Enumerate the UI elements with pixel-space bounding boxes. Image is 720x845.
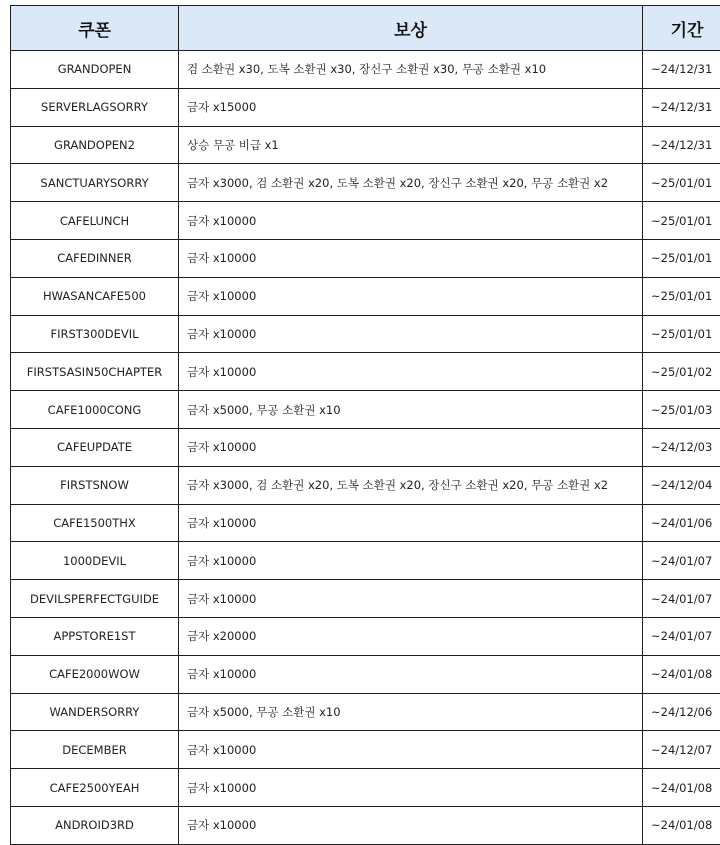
period-cell: ~25/01/02 <box>643 353 720 391</box>
reward-cell: 상승 무공 비급 x1 <box>179 126 643 164</box>
coupon-code-cell: SANCTUARYSORRY <box>11 164 179 202</box>
table-row <box>11 806 720 844</box>
period-cell: ~24/01/06 <box>643 504 720 542</box>
reward-cell: 금자 x10000 <box>179 542 643 580</box>
reward-cell: 금자 x10000 <box>179 731 643 769</box>
coupon-code-cell: FIRST300DEVIL <box>11 315 179 353</box>
reward-cell: 금자 x10000 <box>179 315 643 353</box>
header-period: 기간 <box>643 6 720 51</box>
reward-cell: 금자 x15000 <box>179 88 643 126</box>
table-row <box>11 164 720 202</box>
reward-cell: 금자 x5000, 무공 소환권 x10 <box>179 391 643 429</box>
period-cell: ~25/01/01 <box>643 202 720 240</box>
reward-cell: 금자 x10000 <box>179 655 643 693</box>
table-row <box>11 504 720 542</box>
coupon-code-cell: CAFEDINNER <box>11 239 179 277</box>
period-cell: ~24/12/31 <box>643 126 720 164</box>
period-cell: ~24/01/07 <box>643 617 720 655</box>
coupon-code-cell: HWASANCAFE500 <box>11 277 179 315</box>
period-cell: ~25/01/01 <box>643 315 720 353</box>
coupon-code-cell: CAFE1500THX <box>11 504 179 542</box>
period-cell: ~24/01/07 <box>643 542 720 580</box>
period-cell: ~25/01/01 <box>643 239 720 277</box>
reward-cell: 금자 x20000 <box>179 617 643 655</box>
coupon-code-cell: APPSTORE1ST <box>11 617 179 655</box>
reward-cell: 금자 x3000, 검 소환권 x20, 도복 소환권 x20, 장신구 소환권 x20, 무공 소환권 x2 <box>179 466 643 504</box>
reward-cell: 검 소환권 x30, 도복 소환권 x30, 장신구 소환권 x30, 무공 소환권 x10 <box>179 51 643 89</box>
reward-cell: 금자 x10000 <box>179 202 643 240</box>
table-row <box>11 315 720 353</box>
coupon-code-cell: DEVILSPERFECTGUIDE <box>11 580 179 618</box>
header-coupon: 쿠폰 <box>11 6 179 51</box>
period-cell: ~24/01/08 <box>643 769 720 807</box>
period-cell: ~25/01/03 <box>643 391 720 429</box>
table-row <box>11 731 720 769</box>
table-row <box>11 126 720 164</box>
period-cell: ~24/01/08 <box>643 806 720 844</box>
coupon-code-cell: GRANDOPEN <box>11 51 179 89</box>
period-cell: ~24/12/07 <box>643 731 720 769</box>
coupon-code-cell: WANDERSORRY <box>11 693 179 731</box>
reward-cell: 금자 x10000 <box>179 239 643 277</box>
coupon-code-cell: FIRSTSASIN50CHAPTER <box>11 353 179 391</box>
period-cell: ~24/12/31 <box>643 88 720 126</box>
reward-cell: 금자 x10000 <box>179 806 643 844</box>
reward-cell: 금자 x10000 <box>179 353 643 391</box>
reward-cell: 금자 x10000 <box>179 580 643 618</box>
table-row <box>11 51 720 89</box>
coupon-code-cell: SERVERLAGSORRY <box>11 88 179 126</box>
table-row <box>11 428 720 466</box>
table-row <box>11 655 720 693</box>
table-row <box>11 580 720 618</box>
table-row <box>11 617 720 655</box>
period-cell: ~24/01/07 <box>643 580 720 618</box>
period-cell: ~24/12/31 <box>643 51 720 89</box>
reward-cell: 금자 x10000 <box>179 769 643 807</box>
table-row <box>11 693 720 731</box>
coupon-code-cell: ANDROID3RD <box>11 806 179 844</box>
reward-cell: 금자 x10000 <box>179 277 643 315</box>
coupon-code-cell: CAFE1000CONG <box>11 391 179 429</box>
reward-cell: 금자 x10000 <box>179 504 643 542</box>
table-row <box>11 239 720 277</box>
period-cell: ~25/01/01 <box>643 164 720 202</box>
table-row <box>11 277 720 315</box>
coupon-code-cell: CAFE2000WOW <box>11 655 179 693</box>
table-row <box>11 202 720 240</box>
table-header-row <box>11 6 720 51</box>
table-row <box>11 542 720 580</box>
period-cell: ~24/12/06 <box>643 693 720 731</box>
header-reward: 보상 <box>179 6 643 51</box>
reward-cell: 금자 x5000, 무공 소환권 x10 <box>179 693 643 731</box>
coupon-code-cell: 1000DEVIL <box>11 542 179 580</box>
table-row <box>11 391 720 429</box>
coupon-code-cell: FIRSTSNOW <box>11 466 179 504</box>
coupon-code-cell: DECEMBER <box>11 731 179 769</box>
coupon-table <box>10 5 720 845</box>
reward-cell: 금자 x3000, 검 소환권 x20, 도복 소환권 x20, 장신구 소환권 x20, 무공 소환권 x2 <box>179 164 643 202</box>
period-cell: ~25/01/01 <box>643 277 720 315</box>
coupon-code-cell: CAFEUPDATE <box>11 428 179 466</box>
period-cell: ~24/01/08 <box>643 655 720 693</box>
coupon-code-cell: CAFELUNCH <box>11 202 179 240</box>
period-cell: ~24/12/04 <box>643 466 720 504</box>
period-cell: ~24/12/03 <box>643 428 720 466</box>
coupon-code-cell: CAFE2500YEAH <box>11 769 179 807</box>
reward-cell: 금자 x10000 <box>179 428 643 466</box>
table-row <box>11 353 720 391</box>
coupon-code-cell: GRANDOPEN2 <box>11 126 179 164</box>
table-row <box>11 88 720 126</box>
table-row <box>11 769 720 807</box>
table-row <box>11 466 720 504</box>
